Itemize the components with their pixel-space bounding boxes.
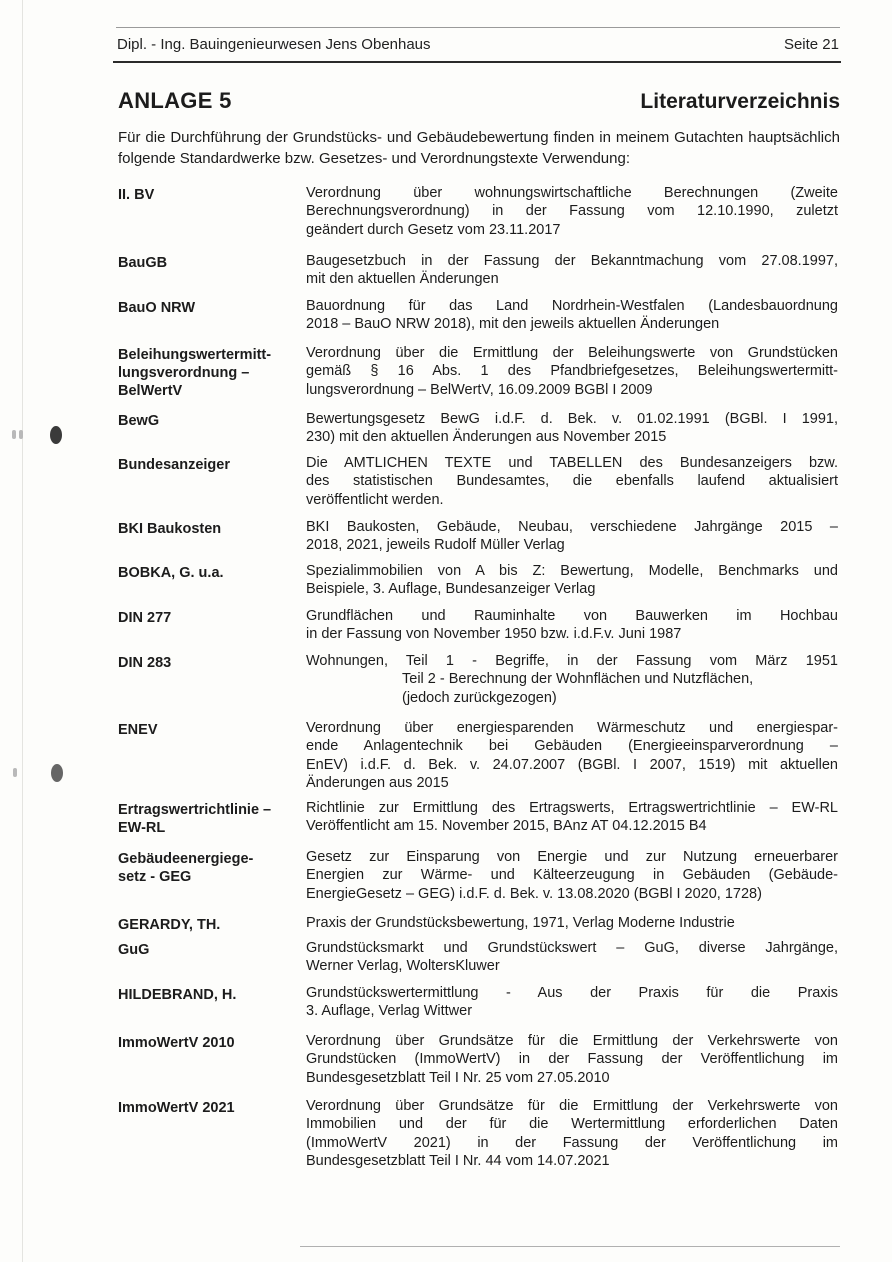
intro-paragraph: Für die Durchführung der Grundstücks- und Gebäudebewertung finden in meinem Gutachten hauptsächlich folgende Standardwerke bzw. Gesetzes- und Verordnungstexte Verwendung: bbox=[118, 129, 840, 167]
header-author: Dipl. - Ing. Bauingenieurwesen Jens Obenhaus bbox=[117, 36, 431, 53]
section-title: Literaturverzeichnis bbox=[640, 90, 840, 113]
entry-description-line: (ImmoWertV 2021) in der Fassung der Veröffentlichung im bbox=[306, 1134, 838, 1151]
entry-description bbox=[306, 562, 838, 599]
entry-description-line: Grundstückswertermittlung - Aus der Praxis für die Praxis bbox=[306, 985, 838, 1001]
entry-description-line: Änderungen aus 2015 bbox=[306, 775, 449, 792]
entry-term: Beleihungswertermitt- lungsverordnung – BelWertV bbox=[118, 347, 272, 399]
entry-description-line: Verordnung über Grundsätze für die Ermittlung der Verkehrswerte von bbox=[306, 1098, 838, 1114]
punch-hole bbox=[51, 764, 63, 782]
header-rule bbox=[113, 61, 841, 63]
punch-hole bbox=[50, 426, 62, 444]
entry-term: DIN 283 bbox=[118, 655, 172, 671]
entry-description-line: 2018 – BauO NRW 2018), mit den jeweils aktuellen Änderungen bbox=[306, 316, 720, 333]
entry-description bbox=[306, 914, 838, 932]
entry-term: BOBKA, G. u.a. bbox=[118, 565, 224, 581]
entry-description-line: veröffentlicht werden. bbox=[306, 491, 444, 508]
entry-description-line: Gesetz zur Einsparung von Energie und zur Nutzung erneuerbarer bbox=[306, 849, 838, 865]
entry-term: Ertragswertrichtlinie – EW-RL bbox=[118, 802, 272, 836]
header-page-number: Seite 21 bbox=[783, 36, 839, 53]
entry-term: DIN 277 bbox=[118, 610, 172, 626]
page-header bbox=[117, 36, 839, 53]
punch-shadow bbox=[13, 768, 17, 777]
entry-description-line: Bundesgesetzblatt Teil I Nr. 44 vom 14.07.2021 bbox=[306, 1153, 610, 1170]
entry-description-line: Wohnungen, Teil 1 - Begriffe, in der Fassung vom März 1951 bbox=[306, 653, 838, 669]
scan-edge-line bbox=[22, 0, 23, 1262]
entry-description-line: Grundflächen und Rauminhalte von Bauwerken im Hochbau bbox=[306, 608, 838, 624]
entry-description-line: Die AMTLICHEN TEXTE und TABELLEN des Bundesanzeigers bzw. bbox=[306, 455, 838, 471]
entry-description bbox=[306, 252, 838, 289]
entry-description-line: Spezialimmobilien von A bis Z: Bewertung, Modelle, Benchmarks und bbox=[306, 563, 838, 579]
entry-description-line: Verordnung über Grundsätze für die Ermittlung der Verkehrswerte von bbox=[306, 1033, 838, 1049]
entry-description-line: EnergieGesetz – GEG) i.d.F. d. Bek. v. 13.08.2020 (BGBl I 2020, 1728) bbox=[306, 885, 762, 902]
entry-term: ImmoWertV 2021 bbox=[118, 1100, 235, 1116]
entry-description-line: Verordnung über die Ermittlung der Beleihungswerte von Grundstücken bbox=[306, 345, 838, 361]
entry-description-line: ende Anlagentechnik bei Gebäuden (Energieeinsparverordnung – bbox=[306, 738, 838, 755]
entry-description-line: mit den aktuellen Änderungen bbox=[306, 271, 499, 288]
entry-description-line: Werner Verlag, WoltersKluwer bbox=[306, 958, 500, 975]
entry-description-line: Berechnungsverordnung) in der Fassung vom 12.10.1990, zuletzt bbox=[306, 203, 838, 220]
entry-term: BKI Baukosten bbox=[118, 521, 222, 537]
entry-description bbox=[306, 518, 838, 555]
top-rule bbox=[116, 27, 840, 28]
entry-description-line: Veröffentlicht am 15. November 2015, BAnz AT 04.12.2015 B4 bbox=[306, 818, 707, 835]
bottom-rule bbox=[300, 1246, 840, 1247]
entry-description-line: 2018, 2021, jeweils Rudolf Müller Verlag bbox=[306, 537, 565, 554]
entry-term: BewG bbox=[118, 413, 160, 429]
entry-description-line: des statistischen Bundesamtes, die ebenfalls laufend aktualisiert bbox=[306, 473, 838, 490]
entry-term: HILDEBRAND, H. bbox=[118, 987, 237, 1003]
entry-description bbox=[306, 184, 838, 239]
entry-description-line: Verordnung über wohnungswirtschaftliche Berechnungen (Zweite bbox=[306, 185, 838, 201]
entry-description bbox=[306, 799, 838, 836]
entry-term: GERARDY, TH. bbox=[118, 917, 221, 933]
entry-description bbox=[306, 848, 838, 903]
entry-term: GuG bbox=[118, 942, 150, 958]
entry-description-line: Richtlinie zur Ermittlung des Ertragswerts, Ertragswertrichtlinie – EW-RL bbox=[306, 800, 838, 816]
entry-description-line: Grundstücken (ImmoWertV) in der Fassung der Veröffentlichung im bbox=[306, 1051, 838, 1068]
entry-description-line: Bundesgesetzblatt Teil I Nr. 25 vom 27.05.2010 bbox=[306, 1069, 610, 1086]
entry-description bbox=[306, 1097, 838, 1171]
punch-shadow bbox=[12, 430, 16, 439]
entry-description-line: geändert durch Gesetz vom 23.11.2017 bbox=[306, 221, 561, 238]
entry-description bbox=[306, 939, 838, 976]
entry-description bbox=[306, 607, 838, 644]
entry-term: ENEV bbox=[118, 722, 158, 738]
entry-description-line: lungsverordnung – BelWertV, 16.09.2009 BGBl I 2009 bbox=[306, 381, 653, 398]
entry-term: II. BV bbox=[118, 187, 155, 203]
entry-description-line: Teil 2 - Berechnung der Wohnflächen und Nutzflächen, bbox=[402, 671, 754, 688]
entry-description-line: Bauordnung für das Land Nordrhein-Westfalen (Landesbauordnung bbox=[306, 298, 838, 314]
entry-description bbox=[306, 719, 838, 793]
entry-term: Bundesanzeiger bbox=[118, 457, 230, 473]
entry-description-line: Immobilien und der für die Wertermittlung erforderlichen Daten bbox=[306, 1116, 838, 1133]
entry-description-line: gemäß § 16 Abs. 1 des Pfandbriefgesetzes, Beleihungswertermitt- bbox=[306, 363, 838, 380]
annex-title: ANLAGE 5 bbox=[118, 88, 232, 113]
entry-description-line: Beispiele, 3. Auflage, Bundesanzeiger Verlag bbox=[306, 581, 596, 598]
entry-description-line: EnEV) i.d.F. d. Bek. v. 24.07.2007 (BGBl. I 2007, 1519) mit aktuellen bbox=[306, 756, 838, 773]
entry-description-line: Grundstücksmarkt und Grundstückswert – GuG, diverse Jahrgänge, bbox=[306, 940, 838, 956]
entry-description bbox=[306, 454, 838, 509]
entry-description bbox=[306, 1032, 838, 1087]
entry-description-line: 230) mit den aktuellen Änderungen aus November 2015 bbox=[306, 429, 667, 446]
entry-description-line: Praxis der Grundstücksbewertung, 1971, Verlag Moderne Industrie bbox=[306, 915, 735, 931]
entry-description bbox=[306, 297, 838, 334]
entry-description-line: (jedoch zurückgezogen) bbox=[402, 689, 557, 706]
entry-term: BauGB bbox=[118, 255, 168, 271]
entry-description bbox=[306, 984, 838, 1021]
entry-description-line: in der Fassung von November 1950 bzw. i.d.F.v. Juni 1987 bbox=[306, 626, 682, 643]
entry-term: Gebäudeenergiege- setz - GEG bbox=[118, 851, 254, 885]
entry-description-line: Verordnung über energiesparenden Wärmeschutz und energiespar- bbox=[306, 720, 838, 736]
entry-term: ImmoWertV 2010 bbox=[118, 1035, 235, 1051]
entry-term: BauO NRW bbox=[118, 300, 196, 316]
title-row bbox=[118, 88, 840, 114]
entry-description bbox=[306, 410, 838, 447]
entry-description-line: Baugesetzbuch in der Fassung der Bekanntmachung vom 27.08.1997, bbox=[306, 253, 838, 269]
entry-description bbox=[306, 344, 838, 399]
entry-description bbox=[306, 652, 838, 707]
entry-description-line: 3. Auflage, Verlag Wittwer bbox=[306, 1003, 473, 1020]
punch-shadow bbox=[19, 430, 23, 439]
entry-description-line: Bewertungsgesetz BewG i.d.F. d. Bek. v. 01.02.1991 (BGBl. I 1991, bbox=[306, 411, 838, 427]
entry-description-line: BKI Baukosten, Gebäude, Neubau, verschiedene Jahrgänge 2015 – bbox=[306, 519, 838, 535]
entry-description-line: Energien zur Wärme- und Kälteerzeugung in Gebäuden (Gebäude- bbox=[306, 867, 838, 884]
